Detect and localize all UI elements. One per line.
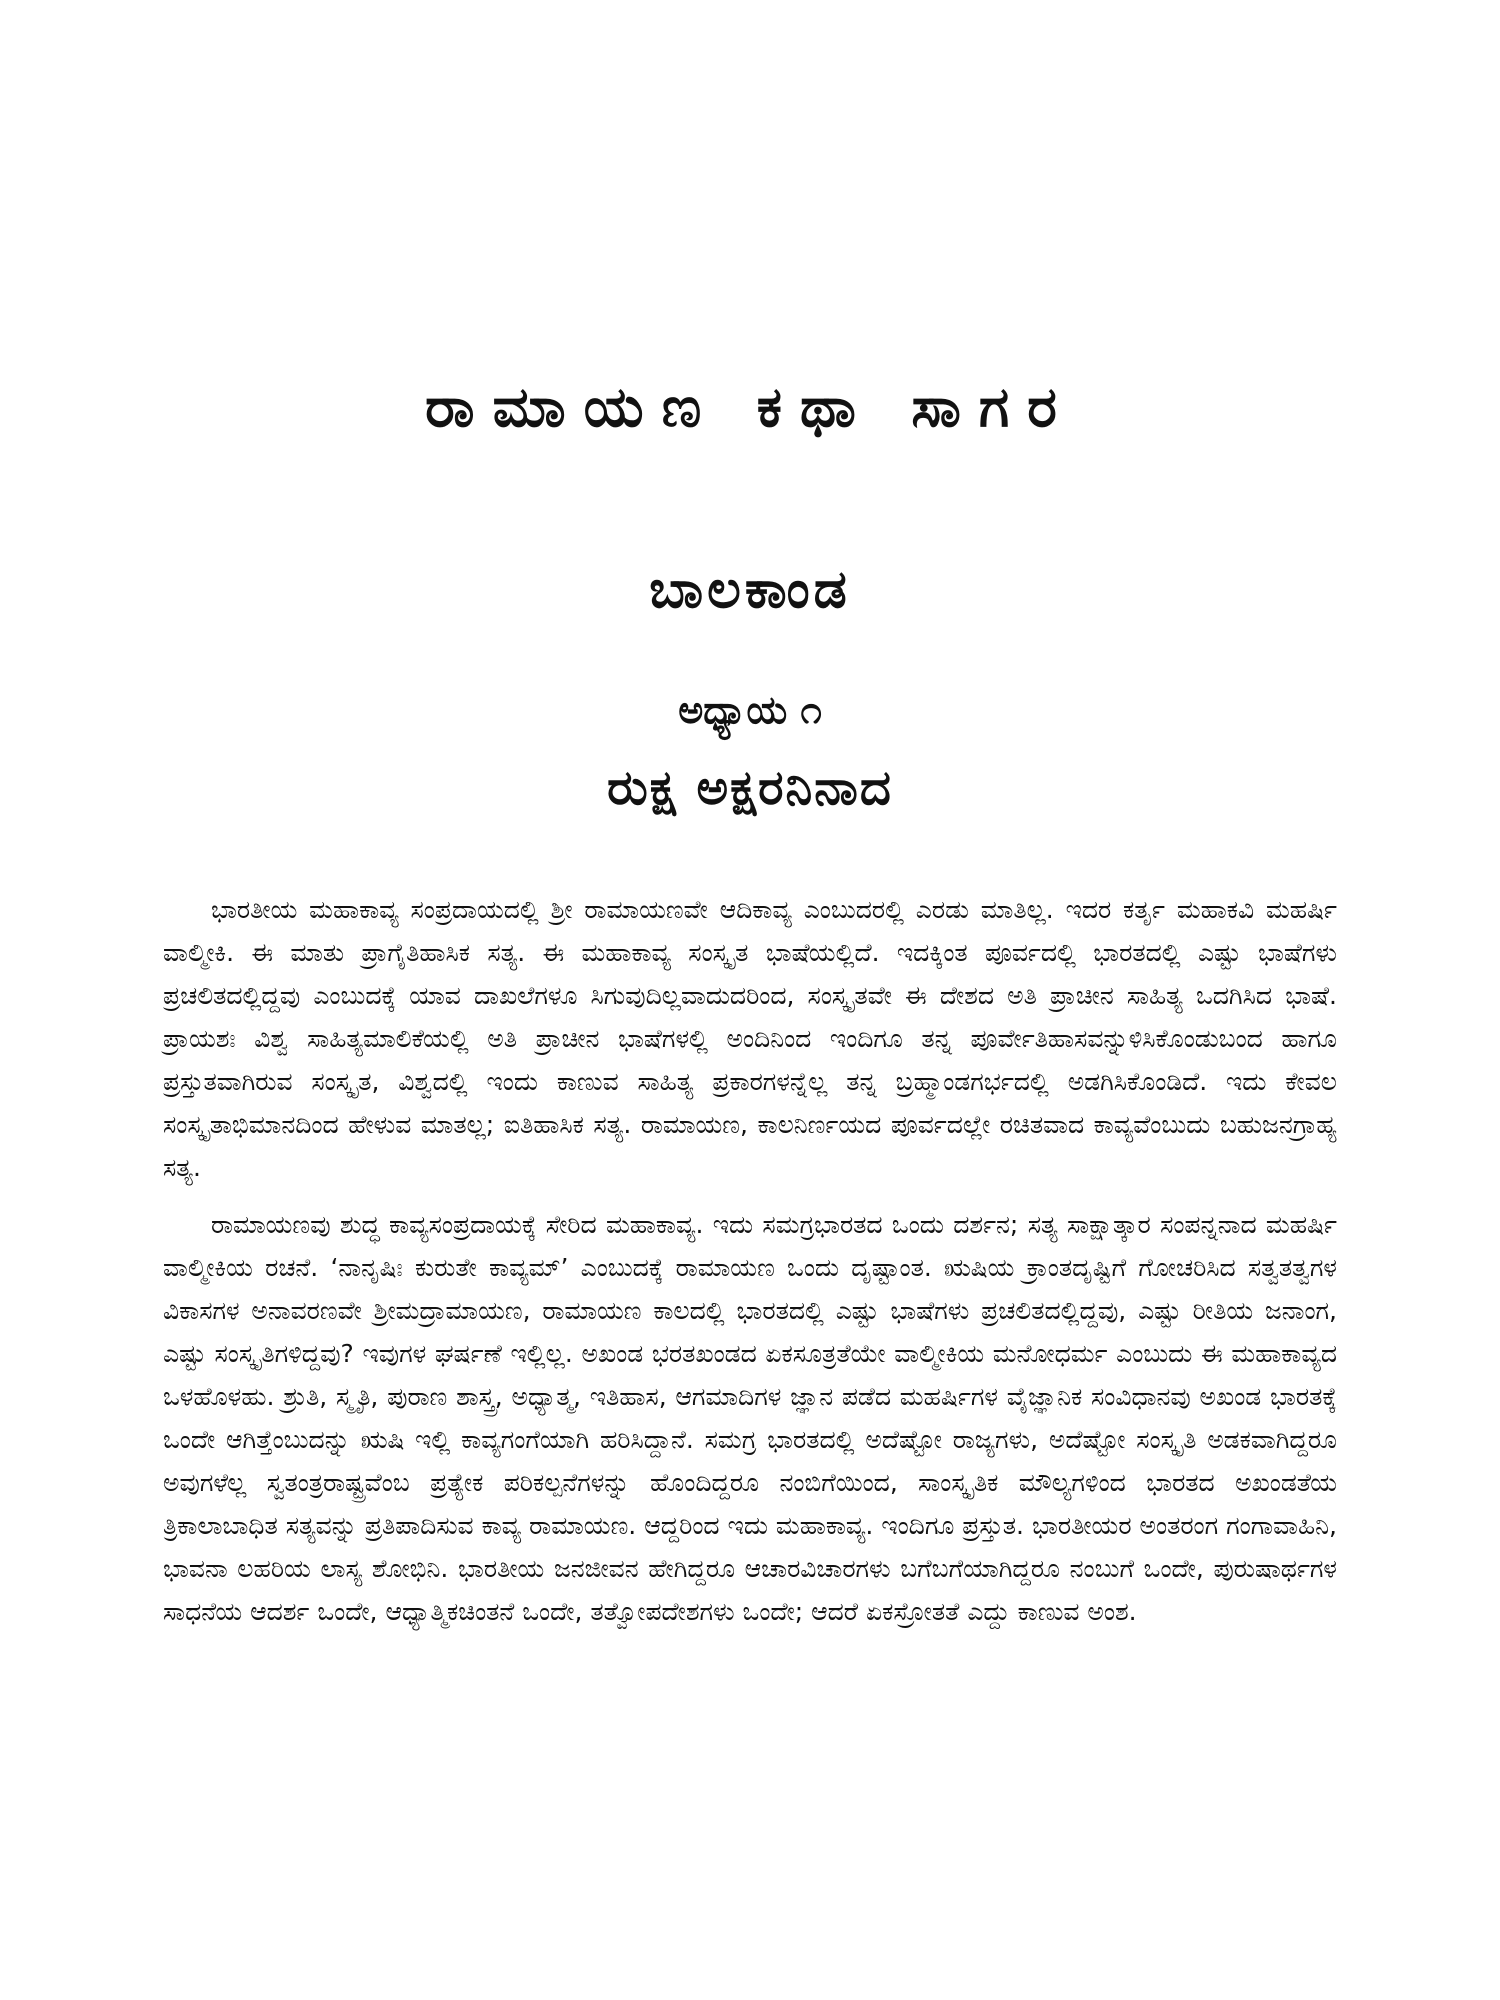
paragraph: ಭಾರತೀಯ ಮಹಾಕಾವ್ಯ ಸಂಪ್ರದಾಯದಲ್ಲಿ ಶ್ರೀ ರಾಮಾಯಣವೇ ಆದಿಕಾವ್ಯ ಎಂಬುದರಲ್ಲಿ ಎರಡು ಮಾತಿಲ್ಲ. ಇದರ ಕರ್ತೃ ಮಹಾಕವಿ ಮಹರ್ಷಿ ವಾಲ್ಮೀಕಿ. ಈ ಮಾತು ಪ್ರಾಗೈತಿಹಾಸಿಕ ಸತ್ಯ. ಈ ಮಹಾಕಾವ್ಯ ಸಂಸ್ಕೃತ ಭಾಷೆಯಲ್ಲಿದೆ. ಇದಕ್ಕಿಂತ ಪೂರ್ವದಲ್ಲಿ ಭಾರತದಲ್ಲಿ ಎಷ್ಟು ಭಾಷೆಗಳು ಪ್ರಚಲಿತದಲ್ಲಿದ್ದವು ಎಂಬುದಕ್ಕೆ ಯಾವ ದಾಖಲೆಗಳೂ ಸಿಗುವುದಿಲ್ಲವಾದುದರಿಂದ, ಸಂಸ್ಕೃತವೇ ಈ ದೇಶದ ಅತಿ ಪ್ರಾಚೀನ ಸಾಹಿತ್ಯ ಒದಗಿಸಿದ ಭಾಷೆ. ಪ್ರಾಯಶಃ ವಿಶ್ವ ಸಾಹಿತ್ಯಮಾಲಿಕೆಯಲ್ಲಿ ಅತಿ ಪ್ರಾಚೀನ ಭಾಷೆಗಳಲ್ಲಿ ಅಂದಿನಿಂದ ಇಂದಿಗೂ ತನ್ನ ಪೂರ್ವೇತಿಹಾಸವನ್ನುಳಿಸಿಕೊಂಡುಬಂದ ಹಾಗೂ ಪ್ರಸ್ತುತವಾಗಿರುವ ಸಂಸ್ಕೃತ, ವಿಶ್ವದಲ್ಲಿ ಇಂದು ಕಾಣುವ ಸಾಹಿತ್ಯ ಪ್ರಕಾರಗಳನ್ನೆಲ್ಲ ತನ್ನ ಬ್ರಹ್ಮಾಂಡಗರ್ಭದಲ್ಲಿ ಅಡಗಿಸಿಕೊಂಡಿದೆ. ಇದು ಕೇವಲ ಸಂಸ್ಕೃತಾಭಿಮಾನದಿಂದ ಹೇಳುವ ಮಾತಲ್ಲ; ಐತಿಹಾಸಿಕ ಸತ್ಯ. ರಾಮಾಯಣ, ಕಾಲನಿರ್ಣಯದ ಪೂರ್ವದಲ್ಲೇ ರಚಿತವಾದ ಕಾವ್ಯವೆಂಬುದು ಬಹುಜನಗ್ರಾಹ್ಯ ಸತ್ಯ. (163, 895, 1337, 1182)
chapter-title: ರುಕ್ಷ ಅಕ್ಷರನಿನಾದ (607, 760, 893, 816)
book-title: ರಾಮಾಯಣ ಕಥಾ ಸಾಗರ (425, 375, 1075, 440)
kanda-title: ಬಾಲಕಾಂಡ (649, 560, 851, 620)
paragraph: ರಾಮಾಯಣವು ಶುದ್ಧ ಕಾವ್ಯಸಂಪ್ರದಾಯಕ್ಕೆ ಸೇರಿದ ಮಹಾಕಾವ್ಯ. ಇದು ಸಮಗ್ರಭಾರತದ ಒಂದು ದರ್ಶನ; ಸತ್ಯ ಸಾಕ್ಷಾತ್ಕಾರ ಸಂಪನ್ನನಾದ ಮಹರ್ಷಿ ವಾಲ್ಮೀಕಿಯ ರಚನೆ. ‘ನಾನೃಷಿಃ ಕುರುತೇ ಕಾವ್ಯಮ್’ ಎಂಬುದಕ್ಕೆ ರಾಮಾಯಣ ಒಂದು ದೃಷ್ಟಾಂತ. ಋಷಿಯ ಕ್ರಾಂತದೃಷ್ಟಿಗೆ ಗೋಚರಿಸಿದ ಸತ್ವತತ್ವಗಳ ವಿಕಾಸಗಳ ಅನಾವರಣವೇ ಶ್ರೀಮದ್ರಾಮಾಯಣ, ರಾಮಾಯಣ ಕಾಲದಲ್ಲಿ ಭಾರತದಲ್ಲಿ ಎಷ್ಟು ಭಾಷೆಗಳು ಪ್ರಚಲಿತದಲ್ಲಿದ್ದವು, ಎಷ್ಟು ರೀತಿಯ ಜನಾಂಗ, ಎಷ್ಟು ಸಂಸ್ಕೃತಿಗಳಿದ್ದವು? ಇವುಗಳ ಘರ್ಷಣೆ ಇಲ್ಲಿಲ್ಲ. ಅಖಂಡ ಭರತಖಂಡದ ಏಕಸೂತ್ರತೆಯೇ ವಾಲ್ಮೀಕಿಯ ಮನೋಧರ್ಮ ಎಂಬುದು ಈ ಮಹಾಕಾವ್ಯದ ಒಳಹೊಳಹು. ಶ್ರುತಿ, ಸ್ಮೃತಿ, ಪುರಾಣ ಶಾಸ್ತ್ರ, ಅಧ್ಯಾತ್ಮ, ಇತಿಹಾಸ, ಆಗಮಾದಿಗಳ ಜ್ಞಾನ ಪಡೆದ ಮಹರ್ಷಿಗಳ ವೈಜ್ಞಾನಿಕ ಸಂವಿಧಾನವು ಅಖಂಡ ಭಾರತಕ್ಕೆ ಒಂದೇ ಆಗಿತ್ತೆಂಬುದನ್ನು ಋಷಿ ಇಲ್ಲಿ ಕಾವ್ಯಗಂಗೆಯಾಗಿ ಹರಿಸಿದ್ದಾನೆ. ಸಮಗ್ರ ಭಾರತದಲ್ಲಿ ಅದೆಷ್ಟೋ ರಾಜ್ಯಗಳು, ಅದೆಷ್ಟೋ ಸಂಸ್ಕೃತಿ ಅಡಕವಾಗಿದ್ದರೂ ಅವುಗಳೆಲ್ಲ ಸ್ವತಂತ್ರರಾಷ್ಟ್ರವೆಂಬ ಪ್ರತ್ಯೇಕ ಪರಿಕಲ್ಪನೆಗಳನ್ನು ಹೊಂದಿದ್ದರೂ ನಂಬಿಗೆಯಿಂದ, ಸಾಂಸ್ಕೃತಿಕ ಮೌಲ್ಯಗಳಿಂದ ಭಾರತದ ಅಖಂಡತೆಯ ತ್ರಿಕಾಲಾಬಾಧಿತ ಸತ್ಯವನ್ನು ಪ್ರತಿಪಾದಿಸುವ ಕಾವ್ಯ ರಾಮಾಯಣ. ಆದ್ದರಿಂದ ಇದು ಮಹಾಕಾವ್ಯ. ಇಂದಿಗೂ ಪ್ರಸ್ತುತ. ಭಾರತೀಯರ ಅಂತರಂಗ ಗಂಗಾವಾಹಿನಿ, ಭಾವನಾ ಲಹರಿಯ ಲಾಸ್ಯ ಶೋಭಿನಿ. ಭಾರತೀಯ ಜನಜೀವನ ಹೇಗಿದ್ದರೂ ಆಚಾರವಿಚಾರಗಳು ಬಗೆಬಗೆಯಾಗಿದ್ದರೂ ನಂಬುಗೆ ಒಂದೇ, ಪುರುಷಾರ್ಥಗಳ ಸಾಧನೆಯ ಆದರ್ಶ ಒಂದೇ, ಆಧ್ಯಾತ್ಮಿಕಚಿಂತನೆ ಒಂದೇ, ತತ್ವೋಪದೇಶಗಳು ಒಂದೇ; ಆದರೆ ಏಕಸ್ರೋತತೆ ಎದ್ದು ಕಾಣುವ ಅಂಶ. (163, 1210, 1337, 1626)
chapter-number: ಅಧ್ಯಾಯ ೧ (678, 688, 822, 732)
body-text (163, 888, 1337, 1647)
